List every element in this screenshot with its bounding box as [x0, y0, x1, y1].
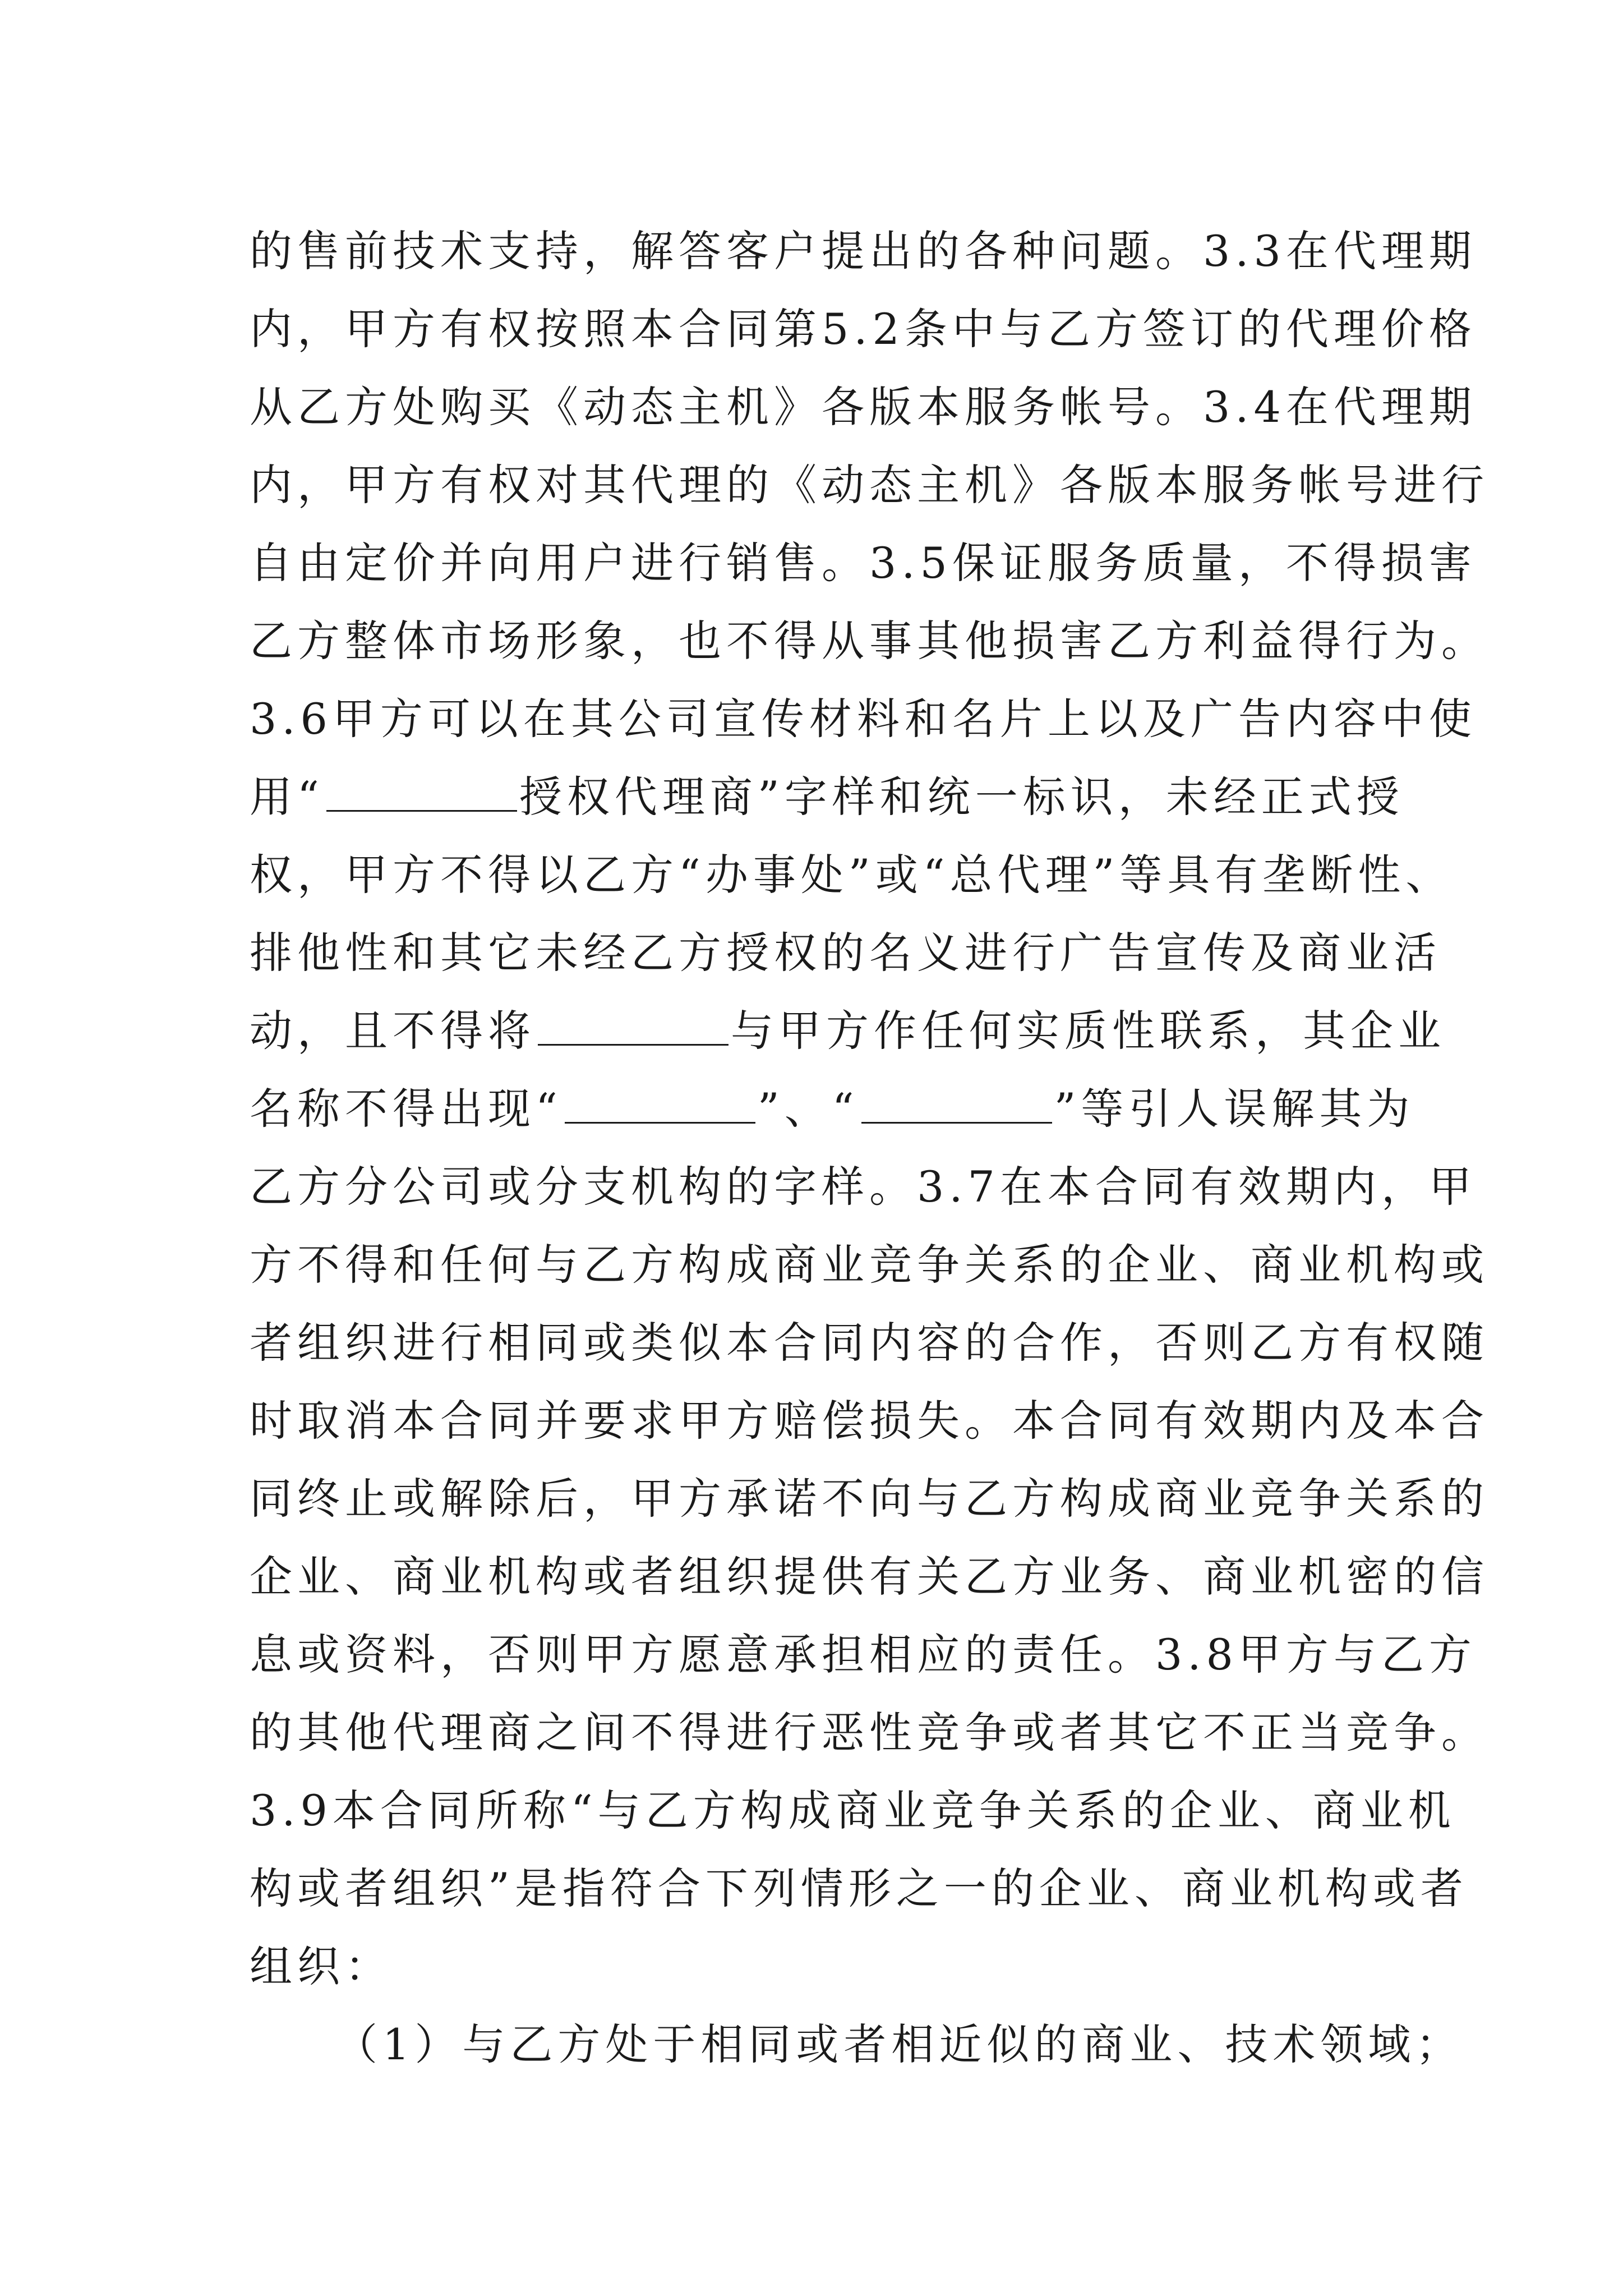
- text-segment: 与甲方作任何实质性联系，其企业: [731, 1006, 1446, 1056]
- text-line: 的其他代理商之间不得进行恶性竞争或者其它不正当竞争。: [250, 1708, 1489, 1757]
- text-line: 从乙方处购买《动态主机》各版本服务帐号。3.4在代理期: [250, 382, 1477, 432]
- text-line: 息或资料，否则甲方愿意承担相应的责任。3.8甲方与乙方: [250, 1630, 1477, 1680]
- text-line: 权，甲方不得以乙方“办事处”或“总代理”等具有垄断性、: [250, 850, 1454, 900]
- text-line: 内，甲方有权对其代理的《动态主机》各版本服务帐号进行: [250, 460, 1489, 510]
- text-line: 者组织进行相同或类似本合同内容的合作，否则乙方有权随: [250, 1318, 1489, 1368]
- text-line: 同终止或解除后，甲方承诺不向与乙方构成商业竞争关系的: [250, 1474, 1489, 1524]
- text-line: 组织：: [250, 1941, 393, 1991]
- text-line: 内，甲方有权按照本合同第5.2条中与乙方签订的代理价格: [250, 304, 1477, 354]
- list-item: （1）与乙方处于相同或者相近似的商业、技术领域；: [335, 2019, 1464, 2069]
- fill-in-blank: [565, 1085, 755, 1124]
- text-line: 3.9本合同所称“与乙方构成商业竞争关系的企业、商业机: [250, 1786, 1456, 1835]
- text-segment: 动，且不得将: [250, 1006, 536, 1056]
- fill-in-blank: [326, 773, 517, 812]
- text-segment: 用“: [250, 772, 324, 822]
- text-segment: 授权代理商”字样和统一标识，未经正式授: [519, 772, 1404, 822]
- text-line: 排他性和其它未经乙方授权的名义进行广告宣传及商业活: [250, 928, 1441, 978]
- fill-in-blank: [861, 1085, 1052, 1124]
- text-line: 乙方整体市场形象，也不得从事其他损害乙方利益得行为。: [250, 616, 1489, 666]
- text-line: 构或者组织”是指符合下列情形之一的企业、商业机构或者: [250, 1864, 1468, 1913]
- text-line-with-blanks: [250, 1070, 1415, 1148]
- text-line: 3.6甲方可以在其公司宣传材料和名片上以及广告内容中使: [250, 694, 1477, 744]
- fill-in-blank: [538, 1007, 728, 1046]
- text-line: 时取消本合同并要求甲方赔偿损失。本合同有效期内及本合: [250, 1396, 1489, 1446]
- text-line: 自由定价并向用户进行销售。3.5保证服务质量，不得损害: [250, 538, 1477, 588]
- text-segment: ”、“: [757, 1084, 859, 1134]
- text-line-with-blank: [250, 992, 1446, 1070]
- text-line: 方不得和任何与乙方构成商业竞争关系的企业、商业机构或: [250, 1240, 1489, 1290]
- text-segment: ”等引人误解其为: [1054, 1084, 1415, 1134]
- contract-body-text: [250, 212, 1489, 2083]
- text-line: 乙方分公司或分支机构的字样。3.7在本合同有效期内，甲: [250, 1162, 1477, 1212]
- text-segment: 名称不得出现“: [250, 1084, 562, 1134]
- text-line: 企业、商业机构或者组织提供有关乙方业务、商业机密的信: [250, 1552, 1489, 1602]
- text-line-with-blank: [250, 758, 1404, 836]
- text-line: 的售前技术支持，解答客户提出的各种问题。3.3在代理期: [250, 226, 1477, 276]
